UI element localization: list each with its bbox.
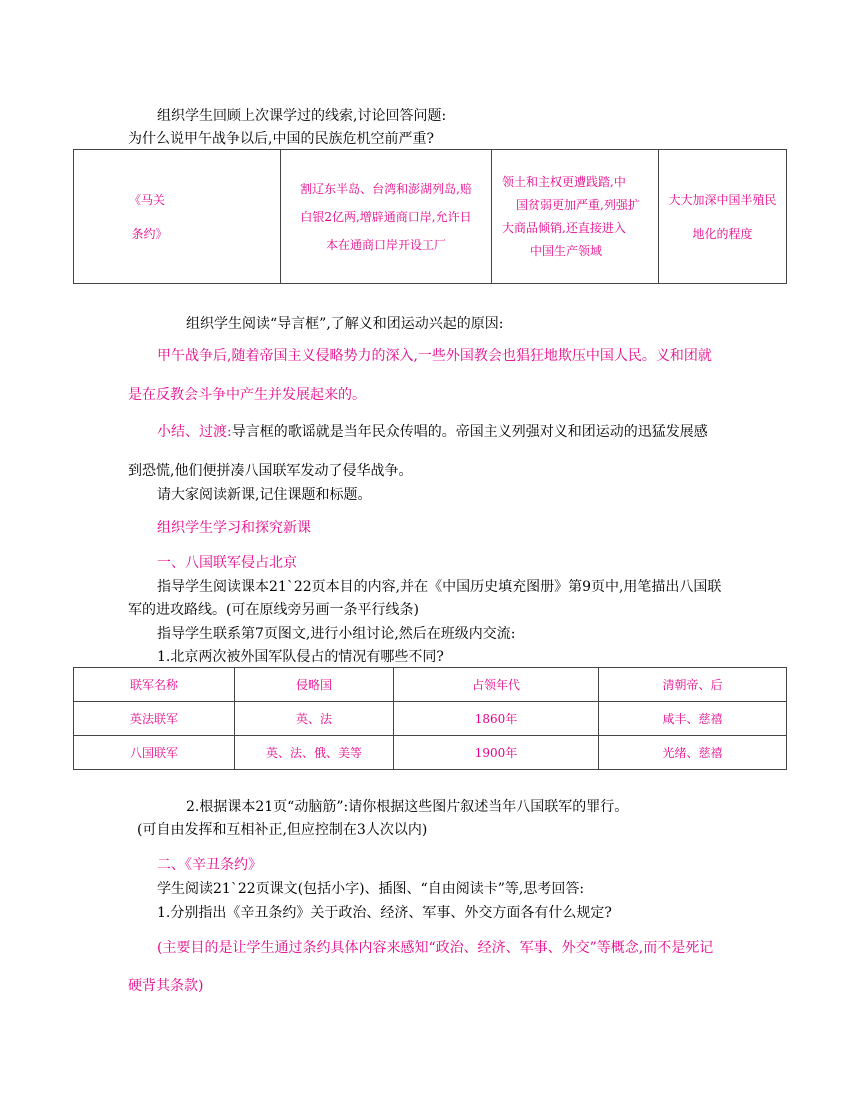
treaty-content-cell: [281, 150, 492, 284]
treaty-table: [73, 149, 787, 284]
reading-answer-line-1: 甲午战争后,随着帝国主义侵略势力的深入,一些外国教会也猖狂地欺压中国人民。义和团就: [157, 348, 712, 364]
treaty-impact-cell: [492, 150, 659, 284]
section1-paragraph-3: 指导学生联系第7页图文,进行小组讨论,然后在班级内交流:: [157, 626, 516, 642]
header-cell: 占领年代: [394, 668, 599, 702]
treaty-impact-line: 领土和主权更遭践踏,中: [502, 174, 626, 189]
section2-answer-line-2: 硬背其条款): [128, 978, 204, 994]
table-cell: 八国联军: [74, 736, 235, 770]
header-cell: 侵略国: [235, 668, 394, 702]
read-new-lesson: 请大家阅读新课,记住课题和标题。: [157, 487, 372, 503]
section1-paragraph-2: 军的进攻路线。(可在原线旁另画一条平行线条): [128, 602, 419, 618]
section2-question-1: 1.分别指出《辛丑条约》关于政治、经济、军事、外交方面各有什么规定?: [157, 905, 612, 921]
treaty-content-line: 本在通商口岸开设工厂: [325, 237, 446, 252]
treaty-name-line: 条约》: [131, 226, 168, 241]
summary-continuation: 到恐慌,他们便拼凑八国联军发动了侵华战争。: [128, 463, 413, 479]
invasion-table: [73, 667, 787, 770]
table-header-row: [74, 668, 787, 702]
treaty-name-line: 《马关: [128, 192, 165, 207]
summary-line: [157, 423, 708, 441]
intro-line-2: 为什么说甲午战争以后,中国的民族危机空前严重?: [128, 131, 434, 147]
header-cell: 联军名称: [74, 668, 235, 702]
treaty-impact-line: 国贫弱更加严重,列强扩: [516, 197, 640, 212]
summary-text: 导言框的歌谣就是当年民众传唱的。帝国主义列强对义和团运动的迅猛发展感: [231, 424, 708, 440]
table-row: [74, 702, 787, 736]
section-heading: 组织学生学习和探究新课: [157, 520, 311, 536]
treaty-name-cell: [74, 150, 281, 284]
treaty-impact-line: 中国生产领域: [530, 243, 603, 258]
summary-label: 小结、过渡:: [157, 424, 232, 440]
reading-answer-line-2: 是在反教会斗争中产生并发展起来的。: [128, 387, 366, 403]
table-cell: 英法联军: [74, 702, 235, 736]
treaty-impact-line: 大商品倾销,还直接进入: [502, 220, 626, 235]
treaty-result-line: 地化的程度: [692, 226, 753, 241]
section1-question-1: 1.北京两次被外国军队侵占的情况有哪些不同?: [157, 649, 444, 665]
section1-note: (可自由发挥和互相补正,但应控制在3人次以内): [137, 822, 428, 838]
section1-paragraph-1: 指导学生阅读课本21`22页本目的内容,并在《中国历史填充图册》第9页中,用笔描出八国联: [157, 579, 722, 595]
section2-title: 二、《辛丑条约》: [157, 857, 262, 873]
section2-paragraph-1: 学生阅读21`22页课文(包括小字)、插图、“自由阅读卡”等,思考回答:: [157, 881, 585, 897]
section1-question-2: 2.根据课本21页“动脑筋”:请你根据这些图片叙述当年八国联军的罪行。: [186, 799, 629, 815]
section2-answer-line-1: (主要目的是让学生通过条约具体内容来感知“政治、经济、军事、外交”等概念,而不是死记: [157, 940, 714, 956]
treaty-content-line: 白银2亿两,增辟通商口岸,允许日: [300, 209, 472, 224]
table-cell: 英、法、俄、美等: [235, 736, 394, 770]
table-row: [74, 736, 787, 770]
table-cell: 咸丰、慈禧: [599, 702, 787, 736]
table-cell: 1860年: [394, 702, 599, 736]
reading-instruction: 组织学生阅读“导言框”,了解义和团运动兴起的原因:: [186, 316, 504, 332]
header-cell: 清朝帝、后: [599, 668, 787, 702]
treaty-result-cell: [659, 150, 787, 284]
treaty-content-line: 割辽东半岛、台湾和澎湖列岛,赔: [300, 181, 472, 196]
intro-line-1: 组织学生回顾上次课学过的线索,讨论回答问题:: [157, 108, 447, 124]
table-cell: 英、法: [235, 702, 394, 736]
table-cell: 1900年: [394, 736, 599, 770]
treaty-result-line: 大大加深中国半殖民: [668, 192, 777, 207]
section1-title: 一、八国联军侵占北京: [157, 555, 297, 571]
table-cell: 光绪、慈禧: [599, 736, 787, 770]
